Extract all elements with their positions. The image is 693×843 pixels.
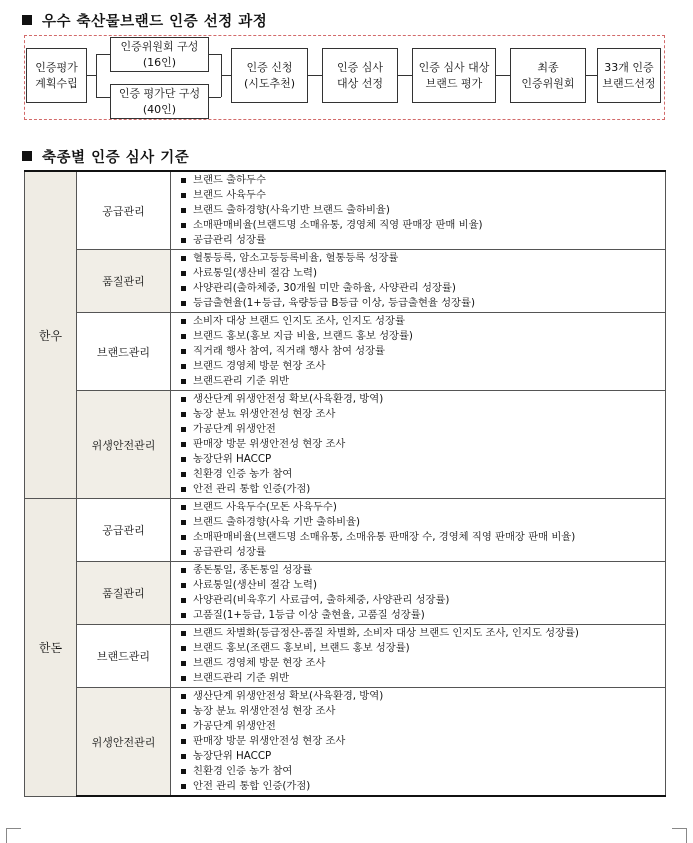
- category-cell: 위생안전관리: [77, 688, 171, 797]
- criteria-row: [25, 391, 666, 499]
- criteria-item: 생산단계 위생안전성 확보(사육환경, 방역): [179, 392, 665, 407]
- process-connector: [308, 75, 322, 76]
- process-step-committee: 인증위원회 구성 (16인): [110, 37, 209, 72]
- process-connector: [496, 75, 510, 76]
- criteria-item: 소비자 대상 브랜드 인지도 조사, 인지도 성장률: [179, 314, 665, 329]
- criteria-items-cell: [171, 688, 666, 797]
- criteria-items-cell: [171, 625, 666, 688]
- section-title-text: 우수 축산물브랜드 인증 선정 과정: [42, 14, 268, 30]
- criteria-list: [171, 688, 665, 795]
- criteria-item: 소매판매비율(브랜드명 소매유통, 소매유통 판매장 수, 경영체 직영 판매장 판매 비율): [179, 530, 665, 545]
- criteria-row: [25, 562, 666, 625]
- process-connector: [96, 54, 110, 55]
- criteria-item: 고품질(1+등급, 1등급 이상 출현율, 고품질 성장률): [179, 608, 665, 623]
- criteria-items-cell: [171, 171, 666, 250]
- criteria-item: 브랜드 차별화(등급정산-품질 차별화, 소비자 대상 브랜드 인지도 조사, 인지도 성장률): [179, 626, 665, 641]
- criteria-item: 가공단계 위생안전: [179, 422, 665, 437]
- criteria-item: 브랜드 홍보(조랜드 홍보비, 브랜드 홍보 성장률): [179, 641, 665, 656]
- criteria-list: [171, 562, 665, 624]
- criteria-table: [24, 170, 666, 797]
- category-cell: 품질관리: [77, 562, 171, 625]
- category-cell: 브랜드관리: [77, 313, 171, 391]
- criteria-item: 브랜드 사육두수(모돈 사육두수): [179, 500, 665, 515]
- criteria-items-cell: [171, 391, 666, 499]
- section-title-text: 축종별 인증 심사 기준: [42, 150, 190, 166]
- process-connector: [96, 54, 97, 97]
- page-corner-mark: [672, 828, 687, 843]
- criteria-item: 안전 관리 통합 인증(가점): [179, 779, 665, 794]
- process-connector: [209, 97, 221, 98]
- criteria-item: 브랜드 출하경향(사육기반 브랜드 출하비율): [179, 203, 665, 218]
- criteria-row: [25, 250, 666, 313]
- criteria-item: 브랜드 사육두수: [179, 188, 665, 203]
- process-connector: [586, 75, 597, 76]
- criteria-item: 브랜드 경영체 방문 현장 조사: [179, 359, 665, 374]
- criteria-list: [171, 499, 665, 561]
- criteria-list: [171, 391, 665, 498]
- process-connector: [87, 75, 96, 76]
- category-cell: 공급관리: [77, 499, 171, 562]
- process-step-application: 인증 신청 (시도추천): [231, 48, 308, 103]
- process-step-plan: 인증평가 계획수립: [26, 48, 87, 103]
- criteria-item: 판매장 방문 위생안전성 현장 조사: [179, 437, 665, 452]
- criteria-item: 공급관리 성장률: [179, 545, 665, 560]
- category-cell: 품질관리: [77, 250, 171, 313]
- criteria-item: 공급관리 성장률: [179, 233, 665, 248]
- animal-type-cell: 한돈: [25, 499, 77, 797]
- criteria-item: 소매판매비율(브랜드명 소매유통, 경영체 직영 판매장 판매 비율): [179, 218, 665, 233]
- criteria-item: 브랜드 출하경향(사육 기반 출하비율): [179, 515, 665, 530]
- criteria-item: 사료통일(생산비 절감 노력): [179, 578, 665, 593]
- criteria-list: [171, 313, 665, 390]
- process-step-certified-brands: 33개 인증 브랜드선정: [597, 48, 661, 103]
- criteria-row: [25, 313, 666, 391]
- criteria-item: 등급출현율(1+등급, 육량등급 B등급 이상, 등급출현율 성장률): [179, 296, 665, 311]
- criteria-items-cell: [171, 499, 666, 562]
- square-bullet-icon: [22, 151, 32, 161]
- process-connector: [209, 54, 221, 55]
- criteria-list: [171, 625, 665, 687]
- page-corner-mark: [6, 828, 21, 843]
- process-connector: [398, 75, 412, 76]
- criteria-item: 생산단계 위생안전성 확보(사육환경, 방역): [179, 689, 665, 704]
- criteria-item: 종돈통일, 종돈통일 성장률: [179, 563, 665, 578]
- criteria-item: 사료통일(생산비 절감 노력): [179, 266, 665, 281]
- category-cell: 위생안전관리: [77, 391, 171, 499]
- process-connector: [221, 75, 231, 76]
- criteria-item: 농장단위 HACCP: [179, 452, 665, 467]
- category-cell: 브랜드관리: [77, 625, 171, 688]
- criteria-item: 안전 관리 통합 인증(가점): [179, 482, 665, 497]
- criteria-row: [25, 688, 666, 797]
- criteria-item: 판매장 방문 위생안전성 현장 조사: [179, 734, 665, 749]
- process-step-final-committee: 최종 인증위원회: [510, 48, 586, 103]
- criteria-item: 브랜드 출하두수: [179, 173, 665, 188]
- criteria-items-cell: [171, 250, 666, 313]
- criteria-item: 브랜드관리 기준 위반: [179, 374, 665, 389]
- criteria-item: 농장단위 HACCP: [179, 749, 665, 764]
- criteria-list: [171, 250, 665, 312]
- criteria-item: 혈통등록, 암소고등등록비율, 혈통등록 성장률: [179, 251, 665, 266]
- animal-type-cell: 한우: [25, 171, 77, 499]
- criteria-list: [171, 172, 665, 249]
- criteria-row: [25, 625, 666, 688]
- criteria-items-cell: [171, 562, 666, 625]
- process-step-brand-evaluation: 인증 심사 대상 브랜드 평가: [412, 48, 496, 103]
- criteria-item: 사양관리(비육후기 사료급여, 출하체중, 사양관리 성장률): [179, 593, 665, 608]
- criteria-item: 브랜드 경영체 방문 현장 조사: [179, 656, 665, 671]
- criteria-items-cell: [171, 313, 666, 391]
- criteria-item: 친환경 인증 농가 참여: [179, 764, 665, 779]
- criteria-item: 가공단계 위생안전: [179, 719, 665, 734]
- criteria-item: 브랜드 홍보(홍보 지급 비율, 브랜드 홍보 성장률): [179, 329, 665, 344]
- criteria-item: 브랜드관리 기준 위반: [179, 671, 665, 686]
- criteria-row: [25, 499, 666, 562]
- category-cell: 공급관리: [77, 171, 171, 250]
- section-title-process: [22, 10, 267, 31]
- process-step-evaluators: 인증 평가단 구성 (40인): [110, 84, 209, 119]
- criteria-row: [25, 171, 666, 250]
- square-bullet-icon: [22, 15, 32, 25]
- criteria-item: 직거래 행사 참여, 직거래 행사 참여 성장률: [179, 344, 665, 359]
- process-step-selection: 인증 심사 대상 선정: [322, 48, 398, 103]
- criteria-item: 농장 분뇨 위생안전성 현장 조사: [179, 407, 665, 422]
- criteria-item: 사양관리(출하체중, 30개월 미만 출하율, 사양관리 성장률): [179, 281, 665, 296]
- criteria-item: 친환경 인증 농가 참여: [179, 467, 665, 482]
- process-connector: [96, 97, 110, 98]
- criteria-item: 농장 분뇨 위생안전성 현장 조사: [179, 704, 665, 719]
- section-title-criteria: [22, 146, 189, 167]
